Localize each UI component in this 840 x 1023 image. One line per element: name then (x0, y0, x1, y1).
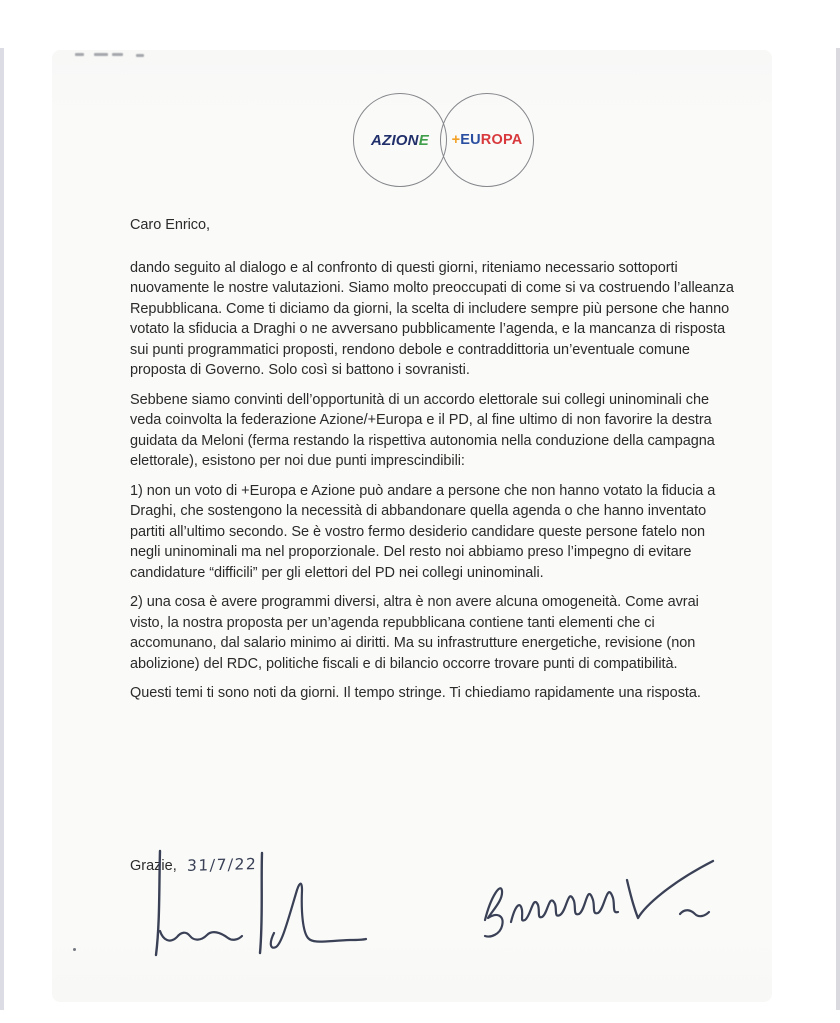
adjacent-page-edge-right (836, 48, 840, 1010)
paragraph-intro: dando seguito al dialogo e al confronto di questi giorni, riteniamo necessario sottoporti nuovamente le nostre valutazioni. Siamo molto preoccupati di come si va costruendo l’alleanza Repubblicana. Come ti diciamo da giorni, la scelta di includere sempre più persone che hanno votato la sfiducia a Draghi o ne avversano pubblicamente l’agenda, e la mancanza di risposta sui punti programmatici proposti, rendono debole e contraddittoria un’eventuale comune proposta di Governo. Solo così si battono i sovranisti. (130, 259, 734, 378)
piueuropa-wordmark (452, 132, 523, 148)
azione-wordmark-main: AZION (371, 131, 419, 149)
azione-piueuropa-logo (52, 50, 772, 240)
piueuropa-eu-letters: EU (460, 132, 481, 148)
thanks-label: Grazie, (130, 858, 177, 874)
signature-ink-left (150, 845, 380, 965)
signature-ink-right (475, 858, 740, 958)
handwritten-date: 31/7/22 (186, 855, 258, 875)
azione-logo-circle (353, 93, 447, 187)
azione-wordmark-accent: E (418, 131, 429, 149)
letter-page (52, 50, 772, 1002)
piueuropa-logo-circle (440, 93, 534, 187)
paragraph-premise: Sebbene siamo convinti dell’opportunità di un accordo elettorale sui collegi uninominali che veda coinvolta la federazione Azione/+Europa e il PD, al fine ultimo di non favorire la destra guidata da Meloni (ferma restando la rispettiva autonomia nella conduzione della campagna elettorale), esistono per noi due punti imprescindibili: (130, 391, 715, 469)
piueuropa-ropa-letters: ROPA (480, 132, 523, 148)
piueuropa-plus-sign: + (451, 132, 461, 148)
salutation: Caro Enrico, (130, 217, 210, 233)
scan-artifact-dot (73, 948, 76, 951)
paragraph-closing: Questi temi ti sono noti da giorni. Il tempo stringe. Ti chiediamo rapidamente una risposta. (130, 685, 701, 701)
paragraph-point-2: 2) una cosa è avere programmi diversi, altra è non avere alcuna omogeneità. Come avrai visto, la nostra proposta per un’agenda repubblicana contiene tanti elementi che ci accomunano, dal salario minimo ai diritti. Ma su infrastrutture energetiche, revisione (non abolizione) del RDC, politiche fiscali e di bilancio occorre trovare punti di compatibilità. (130, 594, 699, 672)
paragraph-point-1: 1) non un voto di +Europa e Azione può andare a persone che non hanno votato la fiducia a Draghi, che sostengono la necessità di abbandonare quella agenda o che hanno inventato partiti all’ultimo secondo. Se è vostro fermo desiderio candidare queste persone fatelo non negli uninominali ma nel proporzionale. Del resto noi abbiamo preso l’impegno di evitare candidature “difficili” per gli elettori del PD nei collegi uninominali. (130, 482, 716, 581)
letter-body (130, 215, 734, 713)
azione-wordmark (371, 132, 429, 149)
adjacent-page-edge-left (0, 48, 4, 1010)
